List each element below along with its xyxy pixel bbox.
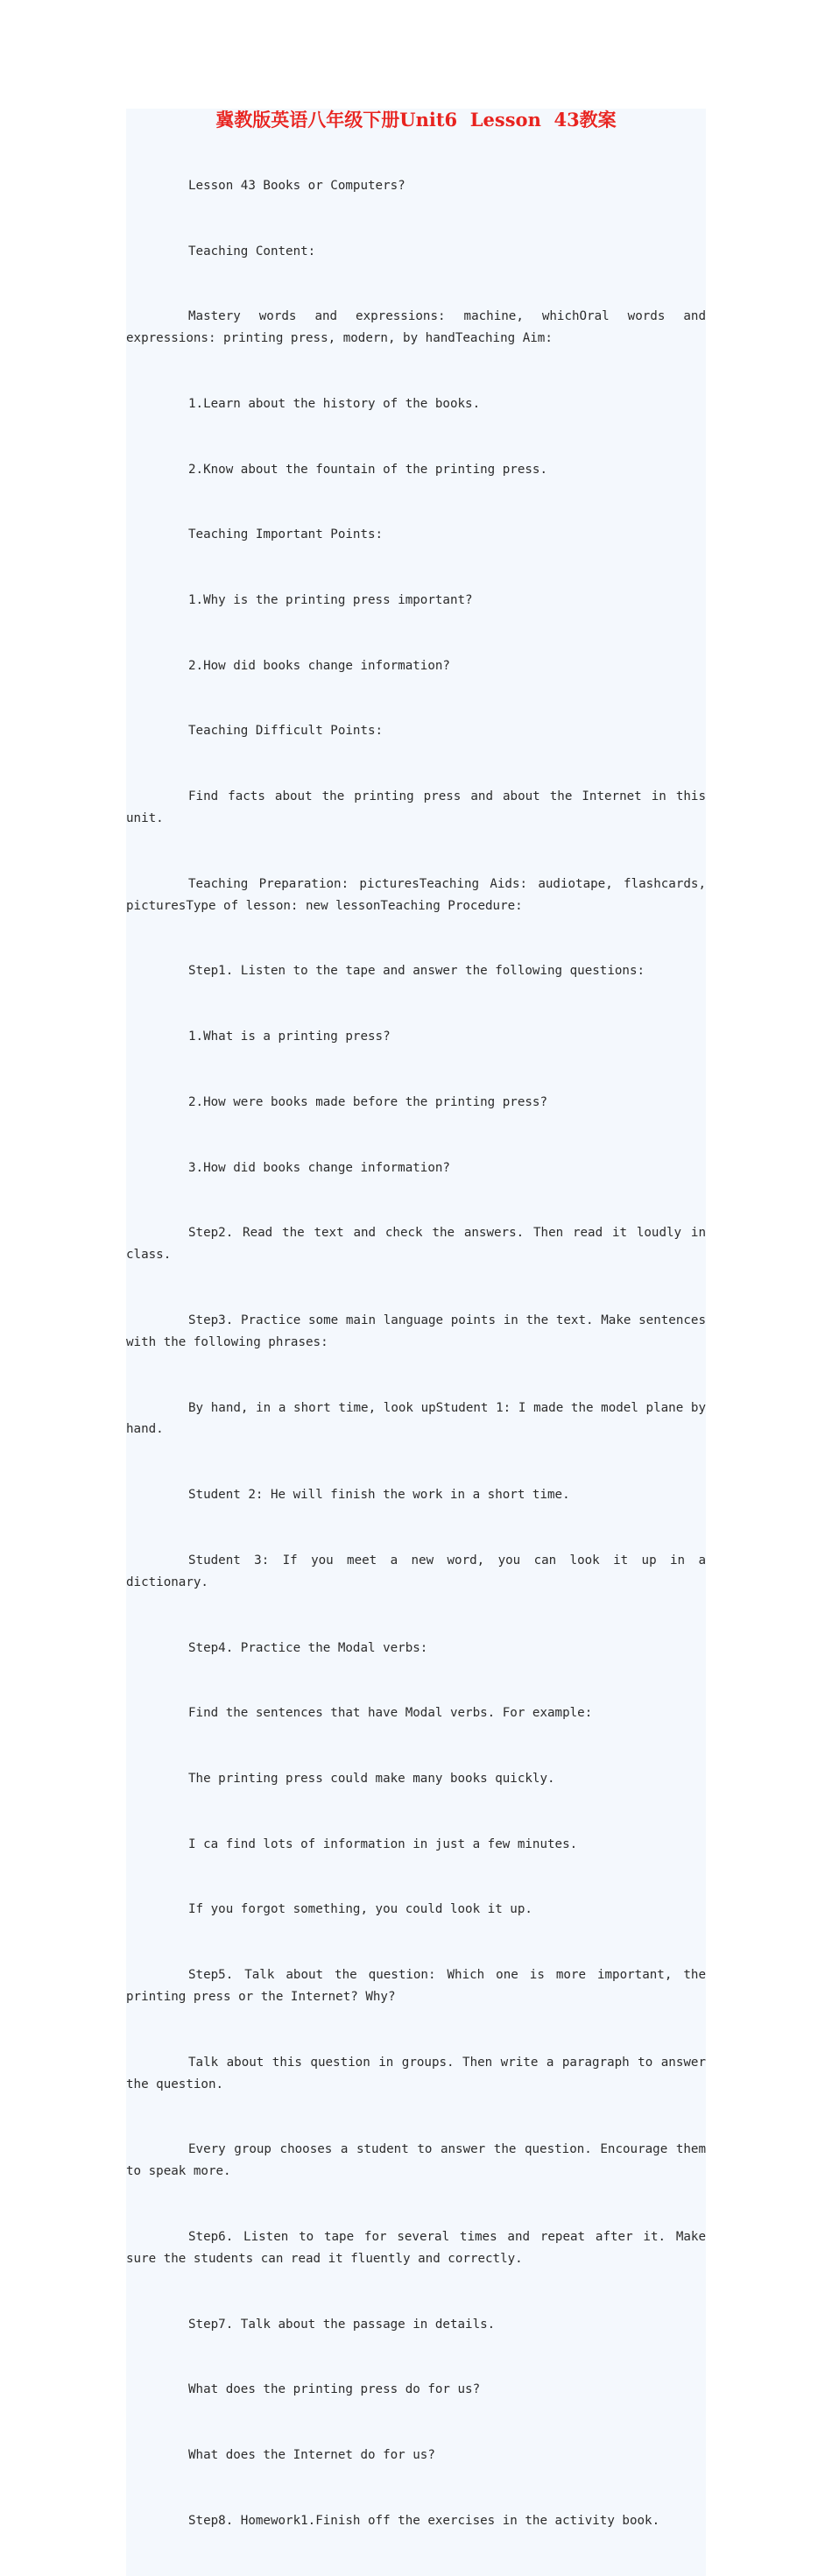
document-page <box>126 109 714 2576</box>
paragraph: Every group chooses a student to answer the question. Encourage them to speak more. <box>126 2142 714 2179</box>
paragraph: What does the printing press do for us? <box>188 2382 481 2397</box>
paragraph: Step5. Talk about the question: Which one is more important, the printing press or the Internet? Why? <box>126 1968 714 2005</box>
paragraph: Find the sentences that have Modal verbs. For example: <box>188 1706 593 1721</box>
paragraph: By hand, in a short time, look upStudent 1: I made the model plane by hand. <box>126 1400 714 1437</box>
paragraph: Step6. Listen to tape for several times and repeat after it. Make sure the students can read it fluently and correctly. <box>126 2230 714 2266</box>
paragraph: Step8. Homework1.Finish off the exercises in the activity book. <box>188 2513 660 2528</box>
paragraph: Step7. Talk about the passage in details. <box>188 2317 496 2332</box>
paragraph: Step1. Listen to the tape and answer the following questions: <box>188 964 645 979</box>
paragraph: 3.How did books change information? <box>188 1160 450 1175</box>
paragraph: What does the Internet do for us? <box>188 2448 435 2463</box>
paragraph: Step4. Practice the Modal verbs: <box>188 1640 428 1655</box>
paragraph: The printing press could make many books quickly. <box>188 1771 555 1786</box>
paragraph: 2.How were books made before the printing press? <box>188 1094 547 1109</box>
paragraph: 1.Learn about the history of the books. <box>188 396 481 411</box>
paragraph: Teaching Preparation: picturesTeaching Aids: audiotape, flashcards, picturesType of lesson: new lessonTeaching Procedure: <box>126 876 714 913</box>
paragraph: Student 3: If you meet a new word, you can look it up in a dictionary. <box>126 1553 714 1589</box>
paragraph: Talk about this question in groups. Then write a paragraph to answer the question. <box>126 2055 714 2091</box>
paragraph: 1.What is a printing press? <box>188 1030 391 1044</box>
paragraph: 2.Know about the fountain of the printing press. <box>188 462 547 477</box>
document-title: 冀教版英语八年级下册Unit6 Lesson 43教案 <box>215 109 617 131</box>
paragraph: Find facts about the printing press and about the Internet in this unit. <box>126 789 714 826</box>
paragraph: If you forgot something, you could look it up. <box>188 1902 532 1917</box>
paragraph: 2.How did books change information? <box>188 658 450 673</box>
paragraph: Lesson 43 Books or Computers? <box>188 178 405 193</box>
paragraph: I ca find lots of information in just a few minutes. <box>188 1836 578 1851</box>
paragraph: Student 2: He will finish the work in a short time. <box>188 1488 570 1503</box>
document-body <box>126 131 714 2576</box>
paragraph: Mastery words and expressions: machine, whichOral words and expressions: printing press, modern, by handTeaching Aim: <box>126 309 714 346</box>
paragraph: Step3. Practice some main language points in the text. Make sentences with the following phrases: <box>126 1313 714 1349</box>
paragraph: 1.Why is the printing press important? <box>188 593 473 608</box>
paragraph: Teaching Important Points: <box>188 527 384 542</box>
paragraph: Step2. Read the text and check the answers. Then read it loudly in class. <box>126 1226 714 1263</box>
paragraph: Teaching Content: <box>188 244 316 258</box>
paragraph: Teaching Difficult Points: <box>188 724 384 739</box>
